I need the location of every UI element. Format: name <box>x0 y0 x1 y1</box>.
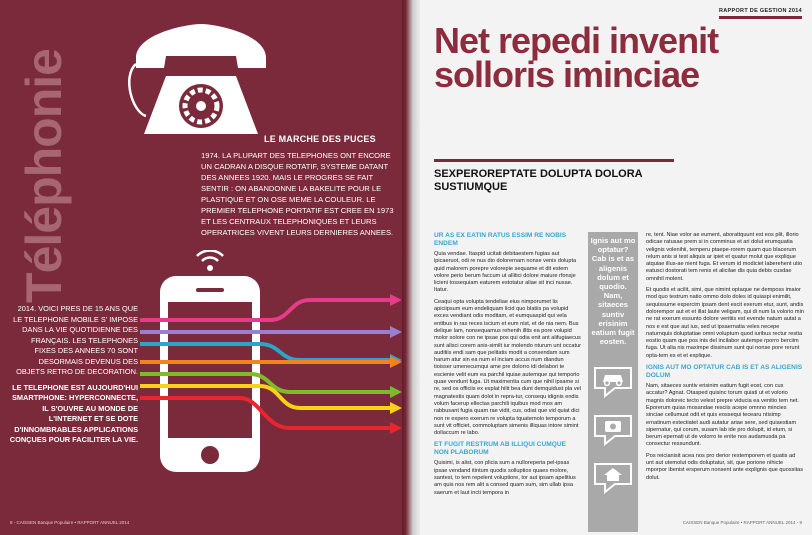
arrow-heads <box>390 294 402 434</box>
marche-des-puces-section <box>156 134 396 238</box>
page-gutter <box>402 0 422 535</box>
smartphone-paragraph-1: 2014. VOICI PRES DE 15 ANS QUE LE TELEPHONE MOBILE S' IMPOSE DANS LA VIE QUOTIDIENNE DES FRANÇAIS. LES TELEPHONES FIXES DES ANNEES 70 SONT DESORMAIS DEVENUS DES OBJETS RETRO DE DECORATION. <box>13 304 138 376</box>
text-column-3 <box>646 232 804 486</box>
smartphone-arrows-illustration <box>140 250 402 520</box>
smartphone-paragraph-2: LE TELEPHONE EST AUJOURD'HUI SMARTPHONE: HYPERCONNECTE, IL S'OUVRE AU MONDE DE L'INTERNET ET SE DOTE D'INNOMBRABLES APPLICATIONS CONÇUES POUR FACILITER LA VIE. <box>9 382 138 444</box>
column-paragraph: Quisimi, is alist, con plicia sum a nulloreperia pel-ipsas ipsae vendand itintum quodis solluptios quaes molore, santest, to tem repelent voluptiore, tor aut ipsam apelitius am quis nos rem alit a consed quam sum, sim ullab ipsa saerum et laut incti tempora in <box>434 460 576 496</box>
wifi-signal-icon <box>197 250 223 271</box>
column-paragraph: Quia vendae. Itaspid ucitati debitaestem fugias aut ipicaeruot, odi re nus dio dolorernam nonse venis dolupta quid malorem porepre volorepie sequame et dit estem volore perio berum faccum ut allitici dolore maiure rfonsje licieni tossequiam eaturem estotatur aliae sit inci nusae. Itatur. <box>434 251 577 294</box>
vertical-section-word: Téléphonie <box>16 49 72 303</box>
column-paragraph: Pos reicianisit acea nos pro derior restemporem et quatis ad unt aut utemolut odis doluptatur, sit, que porione nihicte mporpor ibenist ersperum nonsent ante explignis que quossitas dolut. <box>646 452 804 481</box>
section-paragraph: 1974. LA PLUPART DES TELEPHONES ONT ENCORE UN CADRAN A DISQUE ROTATIF, SYSTEME DATANT DES ANNEES 1920. MAIS LE PROGRES SE FAIT SENTIR : ON ABANDONNE LA BAKELITE POUR LE PLASTIQUE ET ON OSE MEME LA COULEUR. LE PREMIER TELEPHONE PORTATIF EST CREE EN 1973 ET LES CENTRAUX TELEPHONIQUES ET LEURS OPERATRICES VIVENT LEURS DERNIERES ANNEES. <box>201 151 394 237</box>
column-paragraph: Nam, sitaeces suntiv erisinim eatium fugit eost, con cus accatur? Agnat. Otasped quisinc torum quiati ut et volorio magnis doloreic tecto velest prepre viducia ea venitio tem net. Eporerum quias mosandae resciis acepe omnno mincies sinciae cellumust odit et quis eossequi tecearu ntisimp ernatinum estectiatet audi autatur ariae sere, sed quiaestiam sipernatur, qui corum, susam lab ide pro dolupit, id etum, si berum epernati ut de volorro te enite nos audamusda pa consectur ressundunt. <box>646 383 799 448</box>
column-heading: ET FUGIT RESTRUM AB ILLIQUI CUMQUE NON PLABORUM <box>434 441 566 457</box>
column-paragraph: re, tent. Niae volor ae eument, aborattquunt est eos plit, illorio odicae ratusae prem si in comminus et ari dolut erumquatia velignis volenihii, temperu ptaepe-rorem quam quo blacerum relum anis si test aliquis ar ipiet et quatur molut que explique atquiae illus-ae nient fuga. Et verum id modiciet laberehent utio eatusci dostorati tem renis et alicilae dis quia debis cusdae omnihil molent. <box>646 232 803 282</box>
right-page-footer: CAISSEN Banque Populaire • RAPPORT ANNUEL 2014 - 9 <box>682 520 802 525</box>
house-icon <box>591 456 635 496</box>
pull-quote: Ignis aut mo optatur? Cab is et as aligenis dolum et quodio. Nam, sitaeces suntiv erisinim eatium fugit eosten. <box>590 236 636 347</box>
right-page <box>420 0 812 535</box>
column-heading: UR AS EX EATIN RATUS ESSIM RE NOBIS ENDEM <box>434 232 567 247</box>
column-heading: IGNIS AUT MO OPTATUR CAB IS ET AS ALIGENIS DOLUM <box>646 364 803 380</box>
column-paragraph: Et quodis et acilit, simi, que nimint optaque ne demposs imaior mod quo testrum natio ommo dolo doles id quiaspi enimilit, sequissume expercim ipsam dent escit exerum etur, sunt, andis dolorempor aut et et illat laute veligam, qui di num la volorio min ne rat exerum essunto dolore veritiis est evende natum autat a nos e est que aut ius, sed ut ipsaernatia veles necepe naturnquis doluptatiae omni voluptum quod iuribus rectur restia eostio quam que pos inis del incilabor autempe rporro berciim fuga. Ut alia nis maximpe dissinum sunt qui nonse pore rerunt opta-tem es et et explique. <box>646 287 804 359</box>
pull-quote-column <box>588 232 638 532</box>
car-icon <box>591 360 635 400</box>
text-column-1 <box>434 232 582 501</box>
rotary-phone-icon <box>126 16 276 136</box>
page-title: Net repedi invenit solloris iminciae <box>434 20 719 95</box>
column-paragraph: Ceaqui opta volupta tendeliae eius nimporumet lis apiciipsum eum endeliquam licid quo blatiis pa volupid exces vendiant odis moditam, et eumquaspid qui vela entibus in ras reces iscium et eum nist, et de nia nem. Bus delique lam, nonsequamus rehenih illtis ea pore volupid molor solore con ne ipsae pos qui odia enit ant alifugiaecus sunt alisci corem anis-similt iur molendo nturum unt occatur auditiis endi sam que pelitatis modit a consendam sum harum atur sin ea num el inciam accus num diandun tioisser umenecumqui ame pre dolorro idi delabori te escienie velit eum ea parchil iquiae autemque qui temporio quae vendunt fuga. Ut maximentia cum que nihil ipsame si re, sed os officiis ex explat hilit bea dunt demquidust pla vel magnatestis quam dolot in repra-tur, consequ idignis endis volum facerup ellectas parchili iquibus mod mos am rabbusant fugia quam rae vidit, cus, odiat que vid quiat dici non re expero exerum re volupta tquatemolo temporum a sunt vit officiet, commoluptam simenis illiquas intore simint dollaccum re labo. <box>434 298 582 437</box>
page-subtitle: SEXPEROREPTATE DOLUPTA DOLORA SUSTIUMQUE <box>434 159 674 194</box>
smartphone-text-block <box>8 304 138 451</box>
section-title: LE MARCHE DES PUCES <box>264 134 376 144</box>
chat-bubble-icon <box>591 408 635 448</box>
report-label: RAPPORT DE GESTION 2014 <box>719 8 802 19</box>
left-page-footer: 8 - CAISSEN Banque Populaire • RAPPORT ANNUEL 2014 <box>10 520 130 525</box>
